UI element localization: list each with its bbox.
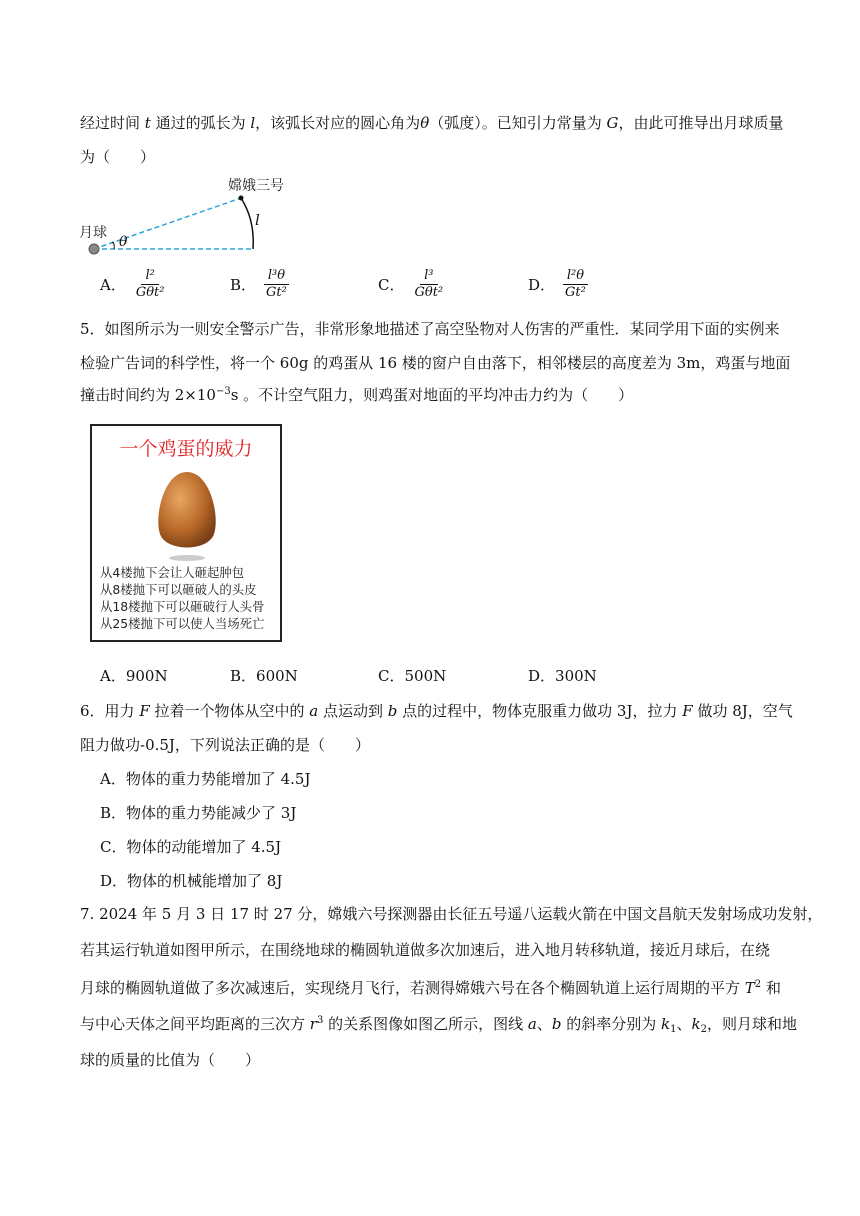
q4-stem-line1: 经过时间 t 通过的弧长为 l，该弧长对应的圆心角为θ（弧度）。已知引力常量为 G，由此可推导出月球质量 — [80, 114, 784, 132]
q6-option-b[interactable]: B．物体的重力势能减少了 3J — [100, 804, 297, 822]
poster-line: 从8楼抛下可以砸破人的头皮 — [100, 582, 257, 597]
q4-option-c[interactable]: C． $\frac{\text{l³}}{\text{Gθt²}}$ — [378, 268, 444, 300]
probe-dot — [239, 196, 244, 201]
q6-stem-line1: 6．用力 F 拉着一个物体从空中的 a 点运动到 b 点的过程中，物体克服重力做功 3J，拉力 F 做功 8J，空气 — [80, 702, 793, 720]
q7-stem-line5: 球的质量的比值为（ ） — [80, 1051, 261, 1069]
theta-label: θ — [119, 234, 128, 250]
probe-label: 嫦娥三号 — [228, 178, 284, 194]
moon-dot — [89, 244, 99, 254]
arc-l — [241, 198, 253, 249]
q4-option-a[interactable]: A． $\frac{\text{l²}}{\text{Gθt²}}$ — [100, 268, 165, 300]
poster-lines — [100, 564, 264, 632]
moon-to-probe-line — [94, 198, 241, 249]
q4-orbit-figure — [75, 172, 375, 262]
q7-stem-line3: 月球的椭圆轨道做了多次减速后，实现绕月飞行，若测得嫦娥六号在各个椭圆轨道上运行周期的平方 $T^2$ 和 — [80, 979, 781, 997]
q5-stem-line3: 撞击时间约为 $2\times 10^{-3}s$ 。不计空气阻力，则鸡蛋对地面的平均冲击力约为（ ） — [80, 386, 634, 404]
egg-icon — [152, 468, 222, 564]
egg-warning-poster — [90, 424, 282, 642]
poster-title: 一个鸡蛋的威力 — [119, 438, 253, 460]
q7-stem-line4: 与中心天体之间平均距离的三次方 $r^3$ 的关系图像如图乙所示，图线 a、b 的斜率分别为 $k_1$、$k_2$，则月球和地 — [80, 1015, 797, 1035]
poster-line: 从4楼抛下会让人砸起肿包 — [100, 565, 245, 580]
q5-option-a[interactable]: A．900N — [100, 667, 168, 685]
q4-stem-line2: 为（ ） — [80, 148, 156, 166]
q5-option-c[interactable]: C．500N — [378, 667, 447, 685]
q6-stem-line2: 阻力做功-0.5J，下列说法正确的是（ ） — [80, 736, 370, 754]
q5-stem-line1: 5．如图所示为一则安全警示广告，非常形象地描述了高空坠物对人伤害的严重性．某同学用下面的实例来 — [80, 320, 780, 338]
q7-stem-line1: 7. 2024 年 5 月 3 日 17 时 27 分，嫦娥六号探测器由长征五号遥八运载火箭在中国文昌航天发射场成功发射， — [80, 905, 823, 923]
q5-option-b[interactable]: B．600N — [230, 667, 298, 685]
q4-option-b[interactable]: B． $\frac{\text{l³θ}}{\text{Gt²}}$ — [230, 268, 291, 301]
arc-l-label: l — [255, 211, 260, 229]
q5-stem-line2: 检验广告词的科学性，将一个 60g 的鸡蛋从 16 楼的窗户自由落下，相邻楼层的高度差为 3m，鸡蛋与地面 — [80, 354, 791, 372]
q7-stem-line2: 若其运行轨道如图甲所示，在围绕地球的椭圆轨道做多次加速后，进入地月转移轨道，接近月球后，在绕 — [80, 941, 771, 959]
q6-option-d[interactable]: D．物体的机械能增加了 8J — [100, 872, 283, 890]
q4-option-d[interactable]: D． $\frac{\text{l²θ}}{\text{Gt²}}$ — [528, 268, 590, 301]
q5-option-d[interactable]: D．300N — [528, 667, 597, 685]
poster-line: 从18楼抛下可以砸破行人头骨 — [100, 599, 265, 614]
moon-label: 月球 — [79, 225, 107, 241]
q6-option-a[interactable]: A．物体的重力势能增加了 4.5J — [100, 770, 311, 788]
q6-option-c[interactable]: C．物体的动能增加了 4.5J — [100, 838, 282, 856]
poster-line: 从25楼抛下可以使人当场死亡 — [100, 616, 265, 631]
